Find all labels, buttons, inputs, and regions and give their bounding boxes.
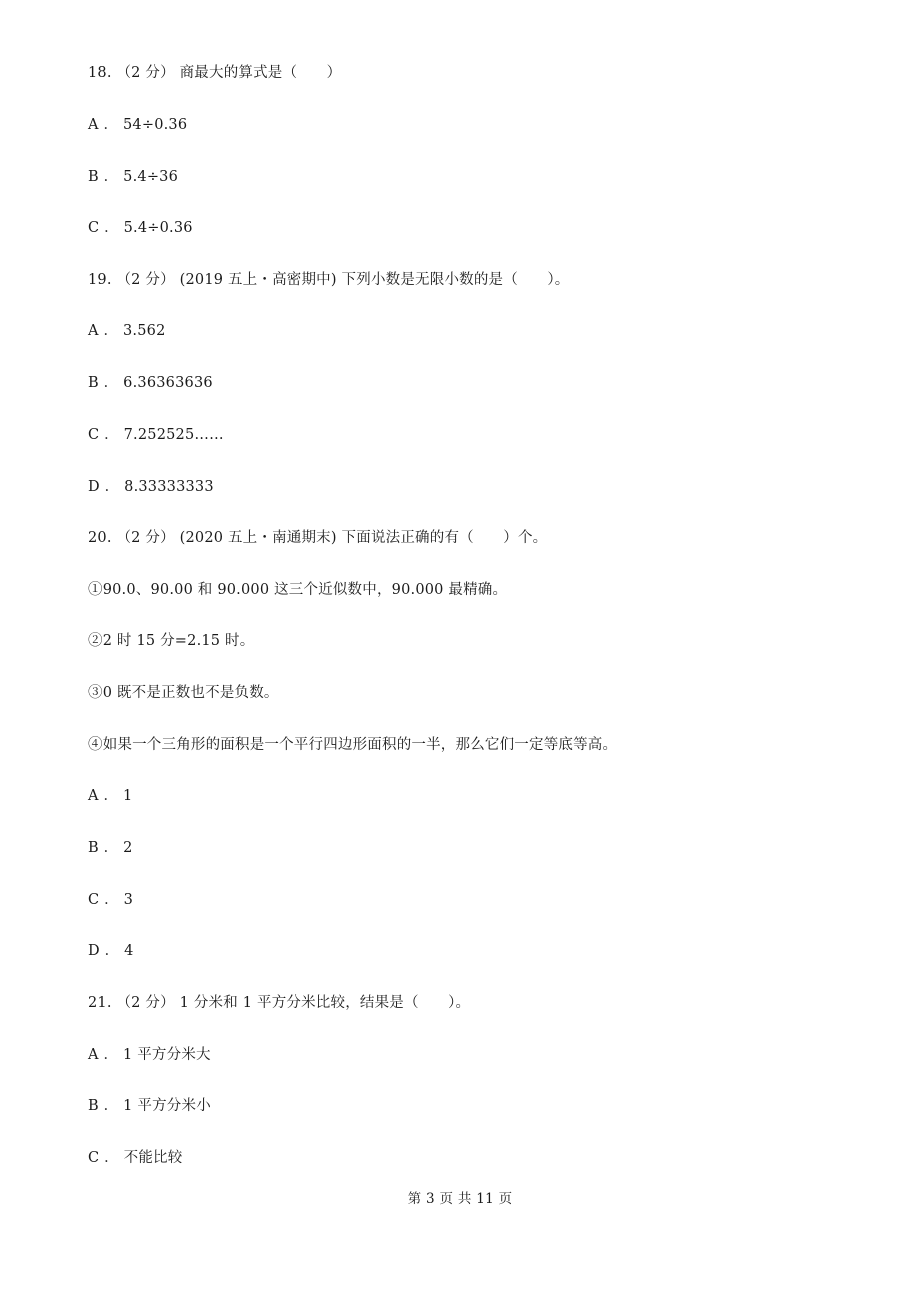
question-19-option-b: B ． 6.36363636 [88,375,213,391]
question-21-stem: 21. （2 分） 1 分米和 1 平方分米比较，结果是（ ）。 [88,995,471,1011]
question-18-option-c: C ． 5.4÷0.36 [88,220,193,236]
question-20-stem: 20. （2 分） (2020 五上・南通期末) 下面说法正确的有（ ）个。 [88,530,548,546]
question-21-option-c: C ． 不能比较 [88,1150,183,1166]
question-20-option-c: C ． 3 [88,892,134,908]
question-20-statement-4: ④如果一个三角形的面积是一个平行四边形面积的一半，那么它们一定等底等高。 [88,737,618,753]
question-20-option-a: A ． 1 [88,788,133,804]
question-18-option-b: B ． 5.4÷36 [88,169,179,185]
question-20-option-d: D ． 4 [88,943,134,959]
question-19-option-c: C ． 7.252525…… [88,427,224,443]
question-19-option-a: A ． 3.562 [88,323,166,339]
question-21-option-a: A ． 1 平方分米大 [88,1047,211,1063]
question-18-option-a: A ． 54÷0.36 [88,117,188,133]
question-20-option-b: B ． 2 [88,840,133,856]
question-20-statement-1: ①90.0、90.00 和 90.000 这三个近似数中，90.000 最精确。 [88,582,508,598]
page-footer: 第 3 页 共 11 页 [407,1191,513,1207]
question-20-statement-3: ③0 既不是正数也不是负数。 [88,685,279,701]
question-18-stem: 18. （2 分） 商最大的算式是（ ） [88,65,342,81]
question-21-option-b: B ． 1 平方分米小 [88,1098,211,1114]
question-20-statement-2: ②2 时 15 分=2.15 时。 [88,633,255,649]
question-19-stem: 19. （2 分） (2019 五上・高密期中) 下列小数是无限小数的是（ ）。 [88,272,570,288]
question-19-option-d: D ． 8.33333333 [88,479,214,495]
